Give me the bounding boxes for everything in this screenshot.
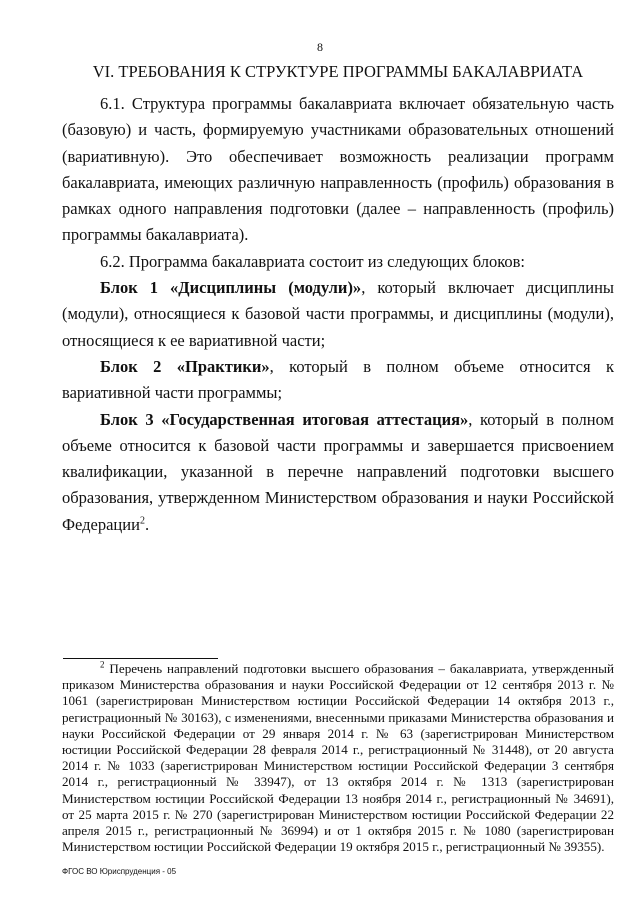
footnote-marker: 2 xyxy=(100,659,105,670)
page-number: 8 xyxy=(317,40,323,54)
document-body xyxy=(62,91,614,538)
paragraph-block-3 xyxy=(62,407,614,538)
block-3-text: , который в полном объеме относится к базовой части программы и завершается присвоением квалификации, указанной в перечне направлений подготовки высшего образования, утвержденном Министерством образования и науки Российской Федерации xyxy=(62,409,615,534)
block-1-text: , который включает дисциплины (модули), относящиеся к базовой части программы, и дисциплины (модули), относящиеся к ее вариативной части; xyxy=(62,278,614,350)
document-footer: ФГОС ВО Юриспруденция - 05 xyxy=(62,867,177,876)
paragraph-block-2 xyxy=(62,354,614,407)
block-1-title: Блок 1 «Дисциплины (модули)» xyxy=(100,278,362,298)
footnote-reference[interactable]: 2 xyxy=(139,515,145,527)
footnote-paragraph xyxy=(62,661,614,855)
block-2-title: Блок 2 «Практики» xyxy=(100,356,270,376)
paragraph-block-1 xyxy=(62,275,614,354)
block-3-title: Блок 3 «Государственная итоговая аттестация» xyxy=(100,409,469,429)
block-3-end: . xyxy=(144,514,150,534)
footnote-text: Перечень направлений подготовки высшего образования – бакалавриата, утвержденный приказом Министерства образования и науки Российской Федерации от 12 сентября 2013 г. № 1061 (зарегистрирован Министерством юстиции Российской Федерации 14 октября 2013 г., регистрационный № 30163), с изменениями, внесенными приказами Министерства образования и науки Российской Федерации от 29 января 2014 г. № 63 (зарегистрирован Министерством юстиции Российской Федерации 28 февраля 2014 г., регистрационный № 31448), от 20 августа 2014 г. № 1033 (зарегистрирован Министерством юстиции Российской Федерации 3 сентября 2014 г., регистрационный № 33947), от 13 октября 2014 г. № 1313 (зарегистрирован Министерством юстиции Российской Федерации 13 ноября 2014 г., регистрационный № 34691), от 25 марта 2015 г. № 270 (зарегистрирован Министерством юстиции Российской Федерации 22 апреля 2015 г., регистрационный № 36994) и от 1 октября 2015 г. № 1080 (зарегистрирован Министерством юстиции Российской Федерации 19 октября 2015 г., регистрационный № 39355). xyxy=(62,661,614,855)
paragraph-6-2: 6.2. Программа бакалавриата состоит из следующих блоков: xyxy=(100,251,525,271)
footnote-separator xyxy=(63,658,218,659)
paragraph-6-1: 6.1. Структура программы бакалавриата включает обязательную часть (базовую) и часть, формируемую участниками образовательных отношений (вариативную). Это обеспечивает возможность реализации программ бакалавриата, имеющих различную направленность (профиль) образования в рамках одного направления подготовки (далее – направленность (профиль) программы бакалавриата). xyxy=(62,94,614,245)
block-2-text: , который в полном объеме относится к вариативной части программы; xyxy=(62,356,614,403)
footnote xyxy=(62,661,614,855)
section-title: VI. ТРЕБОВАНИЯ К СТРУКТУРЕ ПРОГРАММЫ БАКАЛАВРИАТА xyxy=(92,62,584,81)
